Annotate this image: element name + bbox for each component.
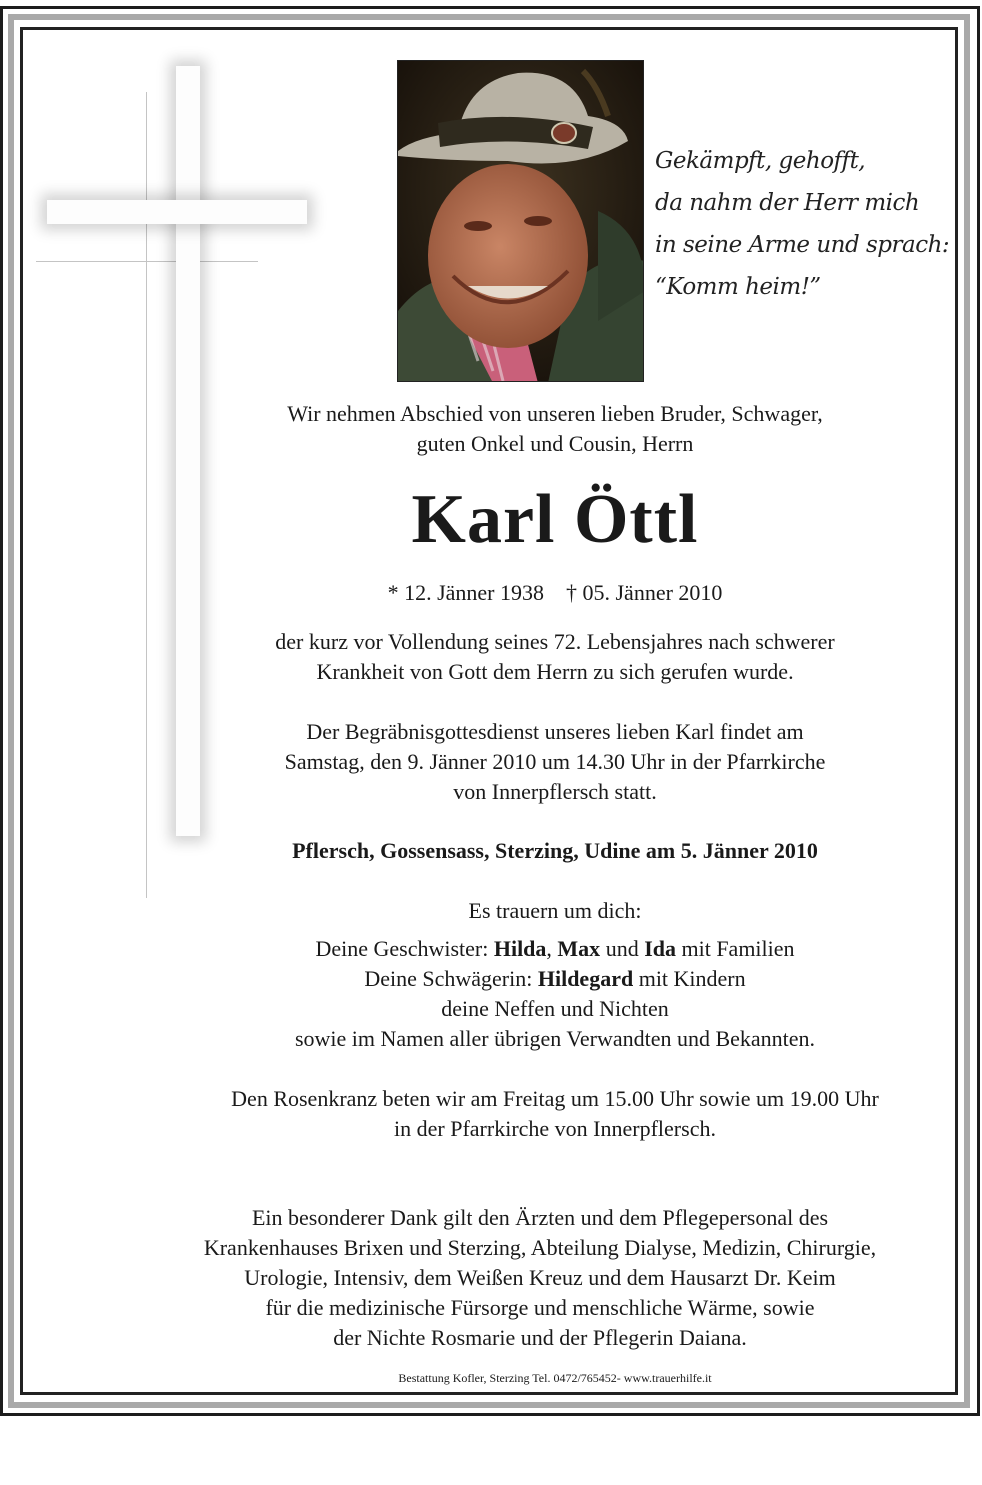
- funeral-home-footer: Bestattung Kofler, Sterzing Tel. 0472/765452- www.trauerhilfe.it: [398, 1371, 712, 1385]
- intro-line: guten Onkel und Cousin, Herrn: [416, 431, 694, 456]
- thanks-line: der Nichte Rosmarie und der Pflegerin Daiana.: [333, 1325, 747, 1350]
- sibling-name: Hilda: [493, 936, 547, 961]
- mourners-list: [160, 934, 950, 1054]
- relatives-line: sowie im Namen aller übrigen Verwandten und Bekannten.: [294, 1026, 816, 1051]
- quote-line: da nahm der Herr mich: [655, 190, 920, 216]
- passing-line: Krankheit von Gott dem Herrn zu sich gerufen wurde.: [316, 659, 794, 684]
- siblings-line: [160, 934, 950, 964]
- passing-line: der kurz vor Vollendung seines 72. Lebensjahres nach schwerer: [275, 629, 835, 654]
- inlaw-line: [160, 964, 950, 994]
- separator: und: [600, 936, 645, 961]
- life-dates: [160, 578, 950, 608]
- thanks-line: Urologie, Intensiv, dem Weißen Kreuz und dem Hausarzt Dr. Keim: [244, 1265, 836, 1290]
- inlaw-suffix: mit Kindern: [633, 966, 746, 991]
- funeral-line: von Innerpflersch statt.: [453, 779, 657, 804]
- intro-line: Wir nehmen Abschied von unseren lieben Bruder, Schwager,: [287, 401, 823, 426]
- quote-line: “Komm heim!”: [655, 274, 821, 300]
- thanks-line: Ein besonderer Dank gilt den Ärzten und dem Pflegepersonal des: [251, 1205, 829, 1230]
- intro-text: [160, 399, 950, 459]
- nephews-line: deine Neffen und Nichten: [441, 996, 669, 1021]
- thanks-line: Krankenhauses Brixen und Sterzing, Abteilung Dialyse, Medizin, Chirurgie,: [203, 1235, 877, 1260]
- inlaw-prefix: Deine Schwägerin:: [364, 966, 538, 991]
- birth-date: * 12. Jänner 1938: [387, 580, 544, 605]
- passing-text: [160, 627, 950, 687]
- funeral-text: [160, 717, 950, 807]
- sibling-name: Max: [557, 936, 601, 961]
- death-date: † 05. Jänner 2010: [566, 580, 723, 605]
- place-and-date: Pflersch, Gossensass, Sterzing, Udine am 5. Jänner 2010: [292, 838, 818, 863]
- sibling-name: Ida: [644, 936, 676, 961]
- thanks-line: für die medizinische Fürsorge und menschliche Wärme, sowie: [265, 1295, 815, 1320]
- thanks-text: [110, 1203, 970, 1353]
- quote-line: Gekämpft, gehofft,: [655, 148, 866, 174]
- mourners-heading: Es trauern um dich:: [468, 898, 642, 923]
- separator: ,: [546, 936, 558, 961]
- quote-line: in seine Arme und sprach:: [655, 232, 950, 258]
- portrait-photo: [397, 60, 644, 382]
- funeral-line: Der Begräbnisgottesdienst unseres lieben Karl findet am: [306, 719, 804, 744]
- deceased-name: Karl Öttl: [411, 481, 699, 558]
- portrait-illustration: [398, 61, 644, 382]
- funeral-line: Samstag, den 9. Jänner 2010 um 14.30 Uhr in der Pfarrkirche: [284, 749, 826, 774]
- rosary-line: Den Rosenkranz beten wir am Freitag um 15.00 Uhr sowie um 19.00 Uhr: [231, 1086, 879, 1111]
- siblings-suffix: mit Familien: [675, 936, 795, 961]
- cross-thin-horizontal-line: [36, 261, 258, 262]
- inlaw-name: Hildegard: [537, 966, 634, 991]
- siblings-prefix: Deine Geschwister:: [315, 936, 494, 961]
- quote-text: [655, 140, 965, 308]
- cross-icon-center: [176, 200, 200, 224]
- rosary-text: [160, 1084, 950, 1144]
- rosary-line: in der Pfarrkirche von Innerpflersch.: [394, 1116, 716, 1141]
